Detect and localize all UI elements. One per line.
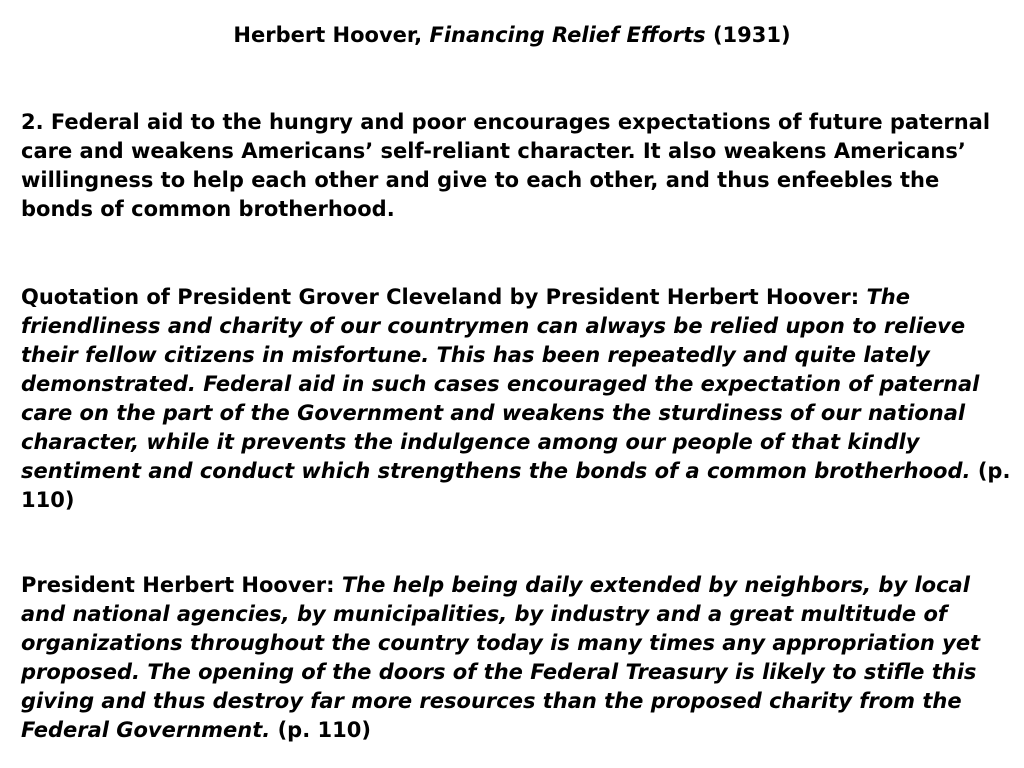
hoover-citation: (p. 110) xyxy=(277,718,371,742)
document-title xyxy=(0,20,1024,50)
cleveland-lead: Quotation of President Grover Cleveland by President Herbert Hoover: xyxy=(21,285,860,309)
hoover-quote: The help being daily extended by neighbors, by local and national agencies, by municipalities, by industry and a great multitude of organizations throughout the country today is many times any appropriation yet proposed. The opening of the doors of the Federal Treasury is likely to stifle this giving and thus destroy far more resources than the proposed charity from the Federal Government. xyxy=(21,573,981,742)
point-text: 2. Federal aid to the hungry and poor encourages expectations of future paternal care and weakens Americans’ self-reliant character. It also weakens Americans’ willingness to help each other and give to each other, and thus enfeebles the bonds of common brotherhood. xyxy=(21,110,991,221)
title-work: Financing Relief Efforts xyxy=(429,23,706,47)
title-year: (1931) xyxy=(712,23,791,47)
cleveland-quotation-paragraph xyxy=(21,283,1011,515)
cleveland-citation: (p. 110) xyxy=(21,459,1011,512)
point-paragraph xyxy=(21,108,1011,224)
hoover-quotation-paragraph xyxy=(21,571,1011,745)
title-author: Herbert Hoover, xyxy=(233,23,423,47)
hoover-lead: President Herbert Hoover: xyxy=(21,573,335,597)
cleveland-quote: The friendliness and charity of our countrymen can always be relied upon to relieve their fellow citizens in misfortune. This has been repeatedly and quite lately demonstrated. Federal aid in such cases encouraged the expectation of paternal care on the part of the Government and weakens the sturdiness of our national character, while it prevents the indulgence among our people of that kindly sentiment and conduct which strengthens the bonds of a common brotherhood. xyxy=(21,285,980,483)
